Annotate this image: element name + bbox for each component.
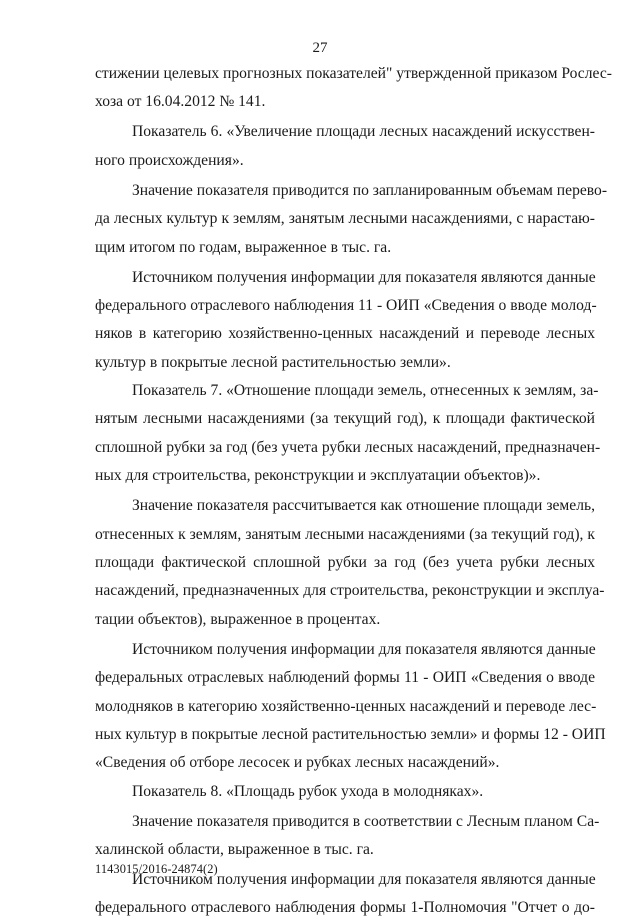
text-line: Источником получения информации для показателя являются данные — [132, 871, 596, 889]
text-line: площади фактической сплошной рубки за год (без учета рубки лесных — [95, 554, 595, 572]
text-line: Источником получения информации для показателя являются данные — [132, 268, 596, 286]
text-line: Показатель 8. «Площадь рубок ухода в молодняках». — [132, 782, 484, 800]
text-line: молодняков в категорию хозяйственно-ценных насаждений и переводе лес- — [95, 697, 597, 715]
text-line: Источником получения информации для показателя являются данные — [132, 640, 596, 658]
text-line: ных культур в покрытые лесной растительностью земли» и формы 12 - ОИП — [95, 725, 606, 743]
text-line: Значение показателя приводится в соответствии с Лесным планом Са- — [132, 812, 600, 830]
text-line: хоза от 16.04.2012 № 141. — [95, 93, 266, 111]
text-line: Значение показателя рассчитывается как отношение площади земель, — [132, 497, 595, 515]
text-line: Значение показателя приводится по запланированным объемам перево- — [132, 181, 608, 199]
text-line: нятым лесными насаждениями (за текущий год), к площади фактической — [95, 410, 595, 428]
text-line: сплошной рубки за год (без учета рубки лесных насаждений, предназначен- — [95, 438, 601, 456]
text-line: «Сведения об отборе лесосек и рубках лесных насаждений». — [95, 754, 500, 772]
text-line: культур в покрытые лесной растительностью земли». — [95, 353, 451, 371]
text-line: насаждений, предназначенных для строительства, реконструкции и эксплуа- — [95, 582, 605, 600]
text-line: федерального отраслевого наблюдения 11 - ОИП «Сведения о вводе молод- — [95, 296, 597, 314]
text-line: щим итогом по годам, выраженное в тыс. га. — [95, 238, 392, 256]
text-line: стижении целевых прогнозных показателей" утвержденной приказом Рослес- — [95, 65, 612, 82]
text-line: тации объектов), выраженное в процентах. — [95, 610, 381, 628]
text-line: Показатель 7. «Отношение площади земель, отнесенных к землям, за- — [132, 382, 599, 400]
document-id: 1143015/2016-24874(2) — [95, 862, 218, 876]
text-line: ных для строительства, реконструкции и эксплуатации объектов)». — [95, 467, 541, 485]
text-line: да лесных культур к землям, занятым лесными насаждениями, с нарастаю- — [95, 210, 595, 228]
text-line: няков в категорию хозяйственно-ценных насаждений и переводе лесных — [95, 325, 595, 343]
text-line: ного происхождения». — [95, 151, 244, 169]
document-body — [95, 60, 612, 923]
text-line: федерального отраслевого наблюдения формы 1-Полномочия "Отчет о до- — [95, 899, 595, 917]
text-line: отнесенных к землям, занятым лесными насаждениями (за текущий год), к — [95, 525, 595, 543]
text-line: халинской области, выраженное в тыс. га. — [95, 841, 374, 859]
page-number: 27 — [312, 40, 328, 56]
text-line: Показатель 6. «Увеличение площади лесных насаждений искусствен- — [132, 123, 595, 141]
text-line: федеральных отраслевых наблюдений формы 11 - ОИП «Сведения о вводе — [95, 669, 595, 687]
